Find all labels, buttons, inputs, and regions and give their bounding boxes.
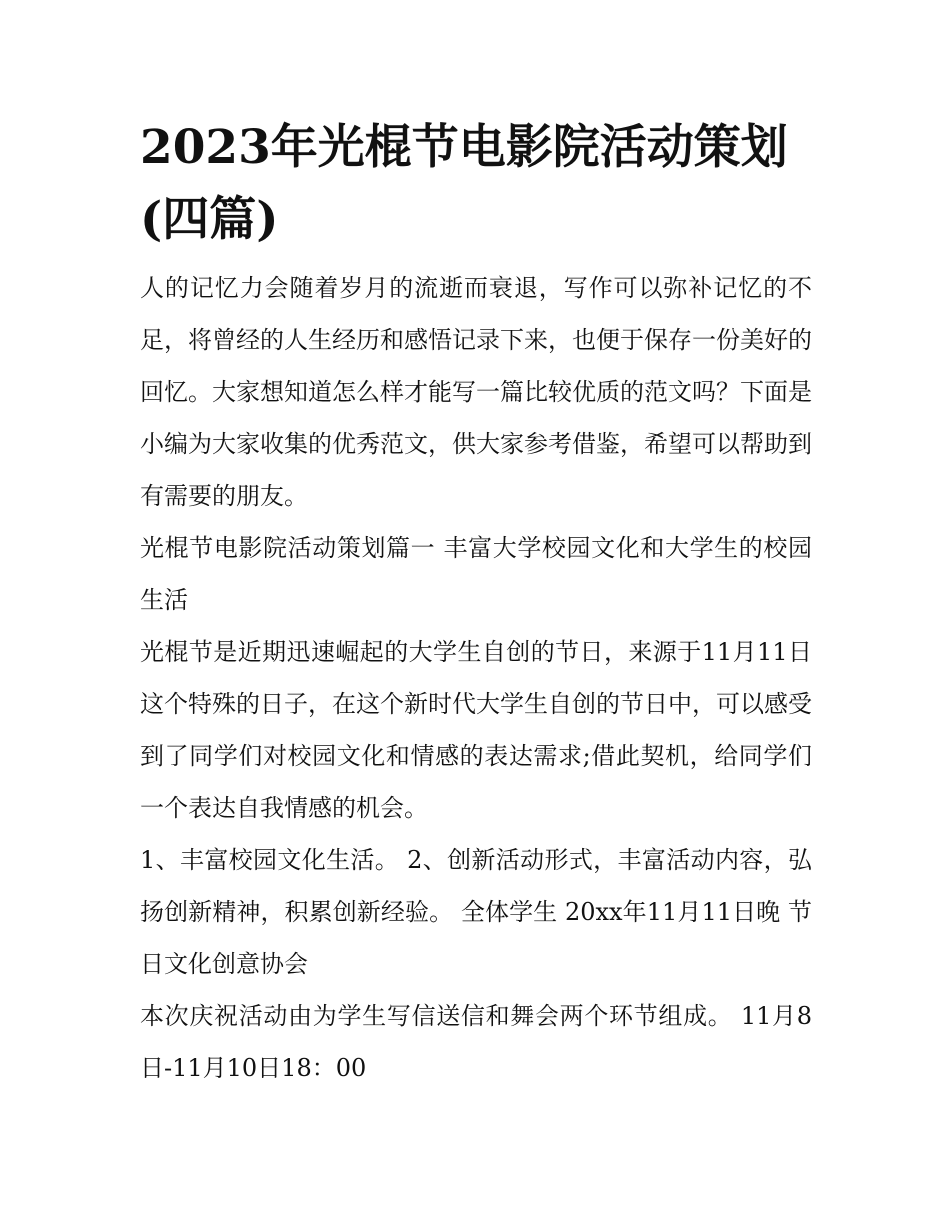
document-body bbox=[140, 112, 812, 1094]
background-paragraph: 光棍节是近期迅速崛起的大学生自创的节日，来源于11月11日这个特殊的日子，在这个新时代大学生自创的节日中，可以感受到了同学们对校园文化和情感的表达需求;借此契机，给同学们一个表达自我情感的机会。 bbox=[140, 638, 812, 822]
schedule-paragraph: 本次庆祝活动由为学生写信送信和舞会两个环节组成。 11月8日-11月10日18：00 bbox=[140, 1002, 812, 1082]
purpose-paragraph: 1、丰富校园文化生活。 2、创新活动形式，丰富活动内容，弘扬创新精神，积累创新经验。 全体学生 20xx年11月11日晚 节日文化创意协会 bbox=[140, 846, 812, 978]
document-title: 2023年光棍节电影院活动策划(四篇) bbox=[140, 120, 788, 247]
section-heading: 光棍节电影院活动策划篇一 丰富大学校园文化和大学生的校园生活 bbox=[140, 534, 812, 614]
intro-paragraph: 人的记忆力会随着岁月的流逝而衰退，写作可以弥补记忆的不足，将曾经的人生经历和感悟记录下来，也便于保存一份美好的回忆。大家想知道怎么样才能写一篇比较优质的范文吗？下面是小编为大家收集的优秀范文，供大家参考借鉴，希望可以帮助到有需要的朋友。 bbox=[140, 274, 812, 510]
